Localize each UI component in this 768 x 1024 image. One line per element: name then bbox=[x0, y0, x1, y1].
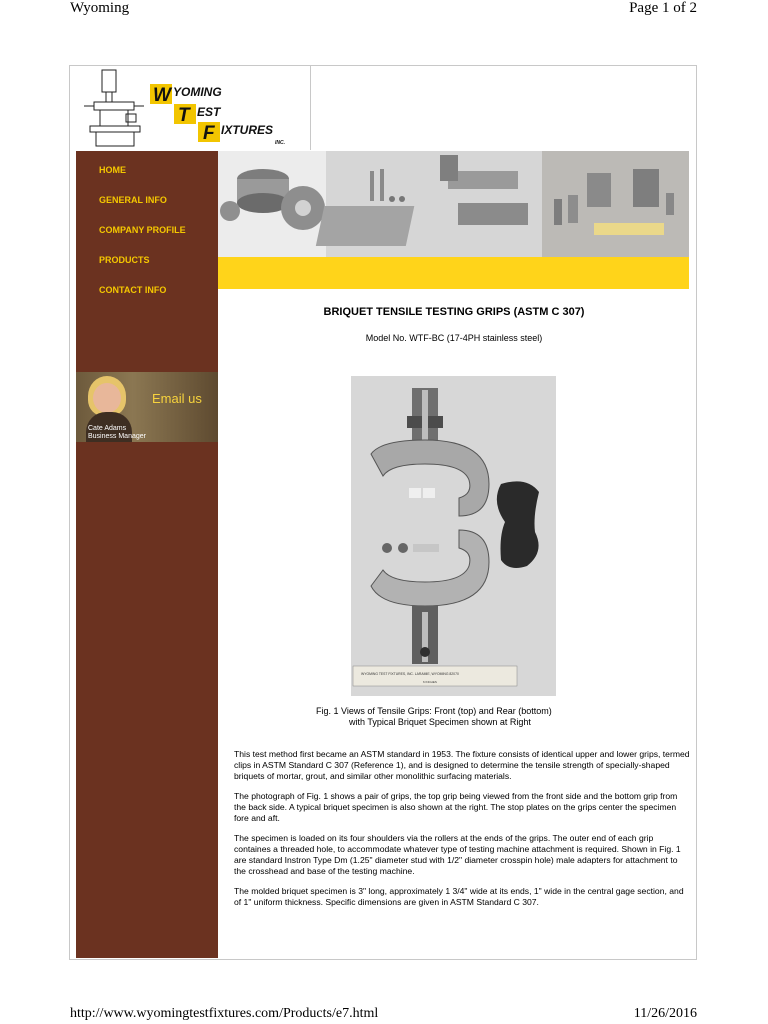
tensile-grips-image bbox=[351, 376, 556, 696]
main-nav bbox=[99, 165, 186, 315]
svg-text:W: W bbox=[153, 85, 171, 106]
print-header-page-number: Page 1 of 2 bbox=[629, 0, 697, 16]
paragraph-4: The molded briquet specimen is 3" long, approximately 1 3/4" wide at its ends, 1" wide in the central gage section, and of 1" uniform thickness. Specific dimensions are given in ASTM Standard C 307. bbox=[234, 886, 684, 907]
banner-photos bbox=[218, 151, 689, 257]
nav-item-products[interactable]: PRODUCTS bbox=[99, 255, 150, 265]
logo-graphic bbox=[70, 66, 310, 150]
print-footer-date: 11/26/2016 bbox=[633, 1006, 697, 1021]
logo-word-3: IXTURES bbox=[221, 123, 274, 137]
contact-photo bbox=[93, 383, 121, 413]
contact-name-block bbox=[88, 425, 146, 441]
email-us-link[interactable]: Email us bbox=[152, 391, 202, 406]
contact-name: Cate Adams bbox=[88, 425, 127, 432]
logo[interactable] bbox=[70, 66, 311, 150]
contact-role: Business Manager bbox=[88, 433, 146, 440]
nav-item-home[interactable]: HOME bbox=[99, 165, 126, 175]
nav-item-general-info[interactable]: GENERAL INFO bbox=[99, 195, 167, 205]
ruler-text: WYOMING TEST FIXTURES, INC. LARAMIE, WYOMING 82070 bbox=[361, 672, 459, 676]
svg-text:F: F bbox=[203, 123, 215, 144]
sidebar bbox=[76, 151, 218, 958]
paragraph-2: The photograph of Fig. 1 shows a pair of grips, the top grip being viewed from the front side and the bottom grip from the back side. A typical briquet specimen is also shown at the right. The stop plates on the grips center the specimen fore and aft. bbox=[234, 791, 678, 823]
model-number: Model No. WTF-BC (17-4PH stainless steel) bbox=[365, 333, 543, 343]
print-header-title: Wyoming bbox=[70, 0, 130, 16]
logo-word-2: EST bbox=[197, 105, 221, 119]
article-body bbox=[234, 749, 690, 917]
figure-1-photo bbox=[351, 376, 556, 696]
email-us-banner[interactable] bbox=[76, 372, 218, 442]
logo-suffix: INC. bbox=[275, 140, 285, 146]
print-footer-url: http://www.wyomingtestfixtures.com/Products/e7.html bbox=[70, 1006, 379, 1021]
product-photo-banner bbox=[218, 151, 689, 257]
paragraph-1: This test method first became an ASTM standard in 1953. The fixture consists of identical upper and lower grips, termed clips in ASTM Standard C 307 (Reference 1), and is designed to determine the tensile strength of specially-shaped briquets of mortar, grout, and similar other monolithic surfacing materials. bbox=[234, 749, 690, 781]
ruler-inches-label: 6 INCHES bbox=[423, 680, 437, 684]
yellow-divider-bar bbox=[218, 257, 689, 289]
caption-line-2: with Typical Briquet Specimen shown at Right bbox=[349, 717, 531, 727]
logo-word-1: YOMING bbox=[173, 85, 222, 99]
nav-item-contact-info[interactable]: CONTACT INFO bbox=[99, 285, 167, 295]
caption-line-1: Fig. 1 Views of Tensile Grips: Front (top) and Rear (bottom) bbox=[316, 706, 552, 716]
svg-text:T: T bbox=[178, 105, 190, 126]
figure-caption bbox=[316, 706, 616, 728]
paragraph-3: The specimen is loaded on its four shoulders via the rollers at the ends of the grips. The outer end of each grip containes a threaded hole, to accommodate whatever type of testing machine attachment is required. Shown in Fig. 1 are standard Instron Type Dm (1.25" diameter stud with 1/2" diameter crosspin hole) male adapters for attachment to the crosshead and base of the testing machine. bbox=[234, 833, 681, 876]
nav-item-company-profile[interactable]: COMPANY PROFILE bbox=[99, 225, 186, 235]
page-title: BRIQUET TENSILE TESTING GRIPS (ASTM C 307) bbox=[323, 306, 585, 318]
